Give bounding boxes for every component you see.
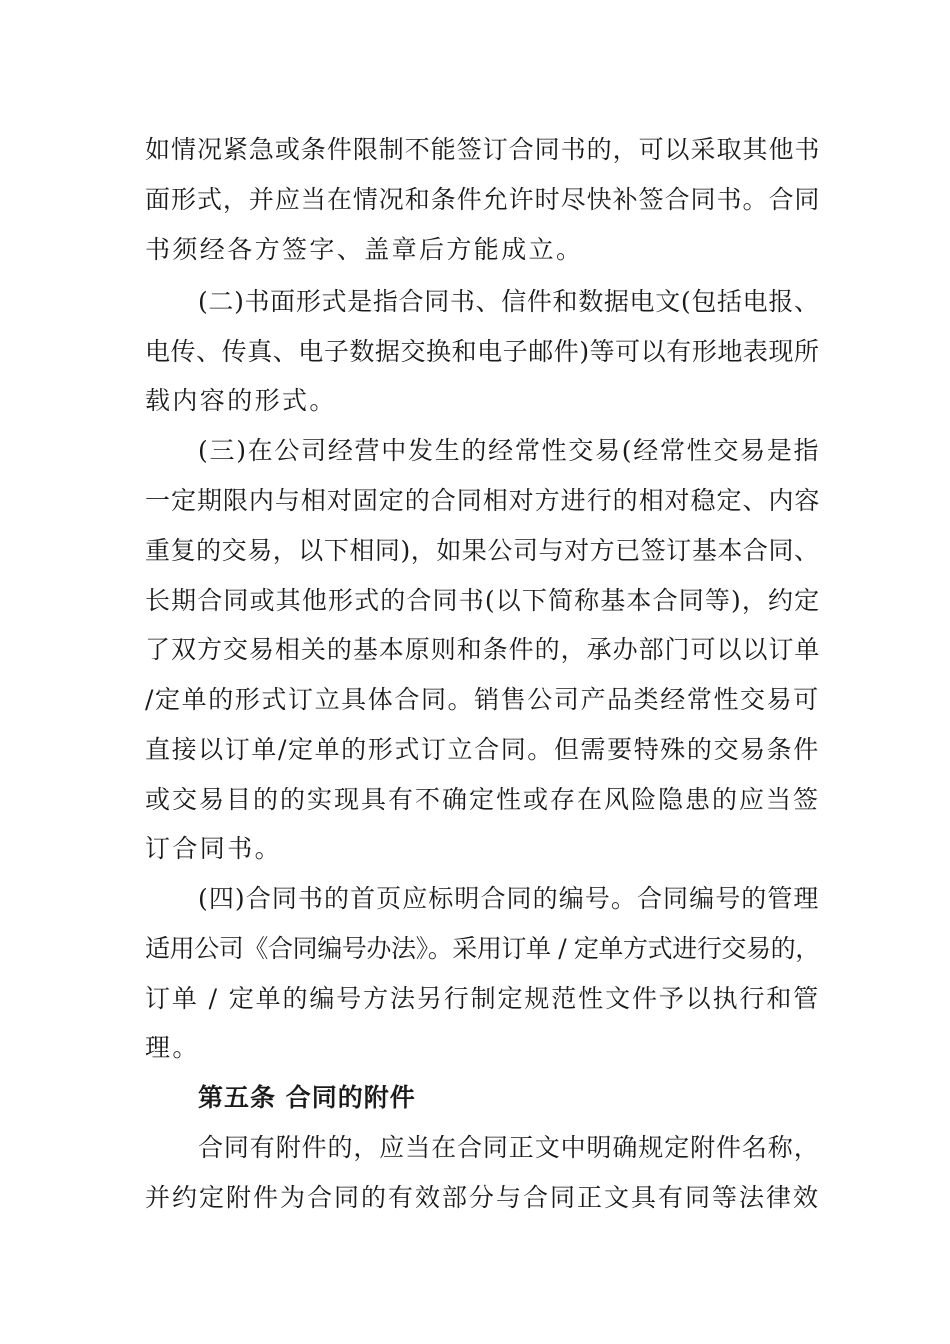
body-text-line: 订单 / 定单的编号方法另行制定规范性文件予以执行和管 [145, 984, 821, 1013]
body-text-line: 如情况紧急或条件限制不能签订合同书的，可以采取其他书 [145, 135, 821, 164]
body-text-line: 订合同书。 [145, 834, 283, 863]
body-text-line: 面形式，并应当在情况和条件允许时尽快补签合同书。合同 [145, 185, 821, 214]
body-text-line: 重复的交易，以下相同)，如果公司与对方已签订基本合同、 [145, 536, 820, 565]
body-text-line: 一定期限内与相对固定的合同相对方进行的相对稳定、内容 [145, 486, 821, 515]
body-text-line: 理。 [145, 1033, 200, 1062]
body-text-line: 了双方交易相关的基本原则和条件的，承办部门可以以订单 [145, 635, 821, 664]
body-text-line: 或交易目的的实现具有不确定性或存在风险隐患的应当签 [145, 785, 821, 814]
body-text-line: 合同有附件的，应当在合同正文中明确规定附件名称， [198, 1133, 820, 1162]
body-text-line: 书须经各方签字、盖章后方能成立。 [145, 235, 584, 264]
body-text-line: (三)在公司经营中发生的经常性交易(经常性交易是指 [198, 436, 821, 465]
body-text-line: 并约定附件为合同的有效部分与合同正文具有同等法律效 [145, 1183, 821, 1212]
body-text-line: 长期合同或其他形式的合同书(以下简称基本合同等)，约定 [145, 586, 821, 615]
body-text-line: (二)书面形式是指合同书、信件和数据电文(包括电报、 [198, 287, 820, 316]
body-text-line: 适用公司《合同编号办法》。采用订单 / 定单方式进行交易的， [145, 934, 820, 963]
body-text-line: /定单的形式订立具体合同。销售公司产品类经常性交易可 [145, 685, 820, 714]
body-text-line: 载内容的形式。 [145, 386, 337, 415]
body-text-line: 直接以订单/定单的形式订立合同。但需要特殊的交易条件 [145, 735, 820, 764]
section-heading: 第五条 合同的附件 [198, 1083, 416, 1112]
body-text-line: (四)合同书的首页应标明合同的编号。合同编号的管理 [198, 884, 820, 913]
body-text-line: 电传、传真、电子数据交换和电子邮件)等可以有形地表现所 [145, 337, 820, 366]
